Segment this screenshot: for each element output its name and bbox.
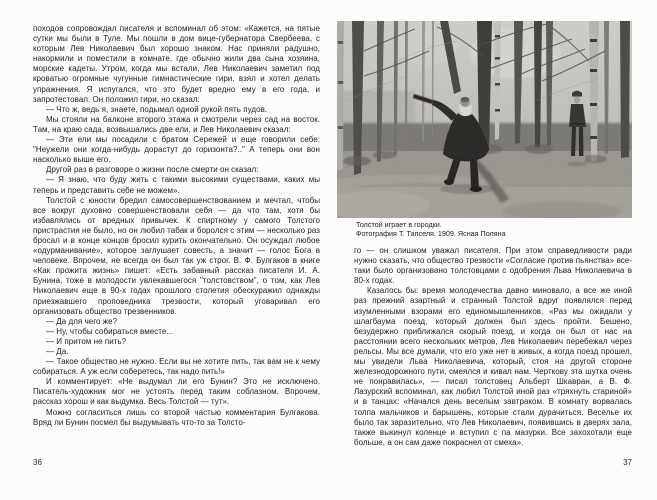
- photo-caption-line-2: Фотография Т. Тапселя. 1909. Ясная Поляна: [356, 229, 506, 239]
- page-number-right: 37: [623, 458, 632, 467]
- paragraph: походов сопровождал писателя и вспоминал об этом: «Кажется, на пятые сутки мы были в Туле. Мы пошли в дом вице-губернатора Свербеева, с которым Лев Николаевич был хорошо знаком. Нас приняли радушно, накормили и поместили в комнате, где обычно жили два сына хозяина, морские кадеты. Утром, когда мы встали, Лев Николаевич заметил под кроватью огромные чугунные гимнастические гири, взял и хотел делать упражнения. Я испугался, что это будет вредно ему в его года, и запротестовал. Он положил гири, но сказал:: [33, 24, 320, 104]
- paragraph: — Да для чего же?: [46, 316, 118, 326]
- paragraph: И комментирует: «Не выдумал ли его Бунин? Это не исключено. Писатель-художник мог не устоять перед таким соблазном. Впрочем, рассказ хорош и как выдумка. Весь Толстой — тут».: [33, 377, 320, 407]
- paragraph: Толстой с юности бредил самосовершенствованием и мечтал, чтобы все вокруг духовно совершенствовали себя — да что там, хотя бы избавлялись от вредных привычек. К спиртному у самого Толстого пристрастия не было, но он любил табак и боролся с этим — несколько раз бросал и в конце концов бросил курить окончательно. Он осуждал любое «одурманивание», которое заглушает совесть, а значит — голос Бога в человеке. Впрочем, не всегда он был так уж строг. В. Ф. Булгаков в книге «Как прожита жизнь» пишет: «Есть забавный рассказ писателя И. А. Бунина, тоже в молодости увлекавшегося "толстовством", о том, как Лев Николаевич еще в 90-х годах прошлого столетия обескуражил однажды приезжавшего проповедника трезвости, который уговаривал его организовать общество трезвенников.: [33, 195, 320, 316]
- paragraph: Можно согласиться лишь со второй частью комментария Булгакова. Вряд ли Бунин посмел бы выдумывать что-то за Толсто-: [33, 407, 320, 427]
- paragraph: — Да.: [46, 347, 69, 356]
- paragraph: го — он слишком уважал писателя. При этом справедливости ради нужно сказать, что общество трезвости «Согласие против пьянства» все-таки было организовано толстовцами с одобрения Льва Николаевича в 80-х годах.: [354, 246, 632, 286]
- paragraph: Казалось бы: время молодечества давно миновало, а все же иной раз прежний азартный и странный Толстой вдруг появлялся перед изумленными взорами его единомышленников. «Раз мы ожидали у шлагбаума поезд, который должен был здесь пройти. Бешено, безудержно приближался скорый поезд, и когда он был от нас на расстоянии всего нескольких метров, Лев Николаевич перебежал через рельсы. Мы все думали, что его уже нет в живых, а когда поезд прошел, мы увидели Льва Николаевича, который, стоя на другой стороне железнодорожного пути, смеялся и кивал нам. Черткову эта шутка очень не понравилась», — писал толстовец Альберт Шкавран, а В. Ф. Лазурский вспоминал, как любил Толстой иной раз «тряхнуть стариной» и в танцах: «Начался день веселым завтраком. В комнату ворвалась толпа мальчиков и барышень, которые стали дурачиться. Веселье их было так заразительно, что Лев Николаевич, появившись в дверях зала, также выкинул коленце и вступил с па мазурки. Все захохотали еще больше, а он сам даже покраснел от смеха».: [354, 286, 632, 447]
- paragraph: — Такое общество не нужно. Если вы не хотите пить, так вам не к чему собираться. А уж если соберетесь, так надо пить!»: [33, 357, 320, 377]
- paragraph: Другой раз в разговоре о жизни после смерти он сказал:: [46, 165, 259, 175]
- paragraph: — Я знаю, что буду жить с такими высокими существами, каких мы теперь и представить себе не можем».: [33, 175, 320, 195]
- paragraph: — Ну, чтобы собираться вместе...: [46, 326, 174, 336]
- photo-caption: [356, 220, 632, 239]
- tolstoy-gorodki-photo: [337, 21, 632, 218]
- photo-caption-line-1: Толстой играет в городки.: [356, 220, 442, 229]
- page-number-left: 36: [33, 458, 42, 467]
- page-left-text: [33, 24, 320, 428]
- paragraph: Мы стояли на балконе второго этажа и смотрели через сад на восток. Там, на краю сада, возвышались две ели, и Лев Николаевич сказал:: [33, 114, 320, 134]
- photo-grain-overlay: [337, 21, 632, 218]
- paragraph: — И притом не пить?: [46, 336, 127, 346]
- paragraph: — Эти ели мы посадили с братом Сережей и еще говорили себе: "Неужели они когда-нибудь дорастут до горизонта?.." А теперь они вон насколько выше его.: [33, 135, 320, 165]
- page-right-text: [354, 246, 632, 448]
- paragraph: — Что ж, ведь я, знаете, подымал одной рукой пять пудов.: [46, 104, 268, 114]
